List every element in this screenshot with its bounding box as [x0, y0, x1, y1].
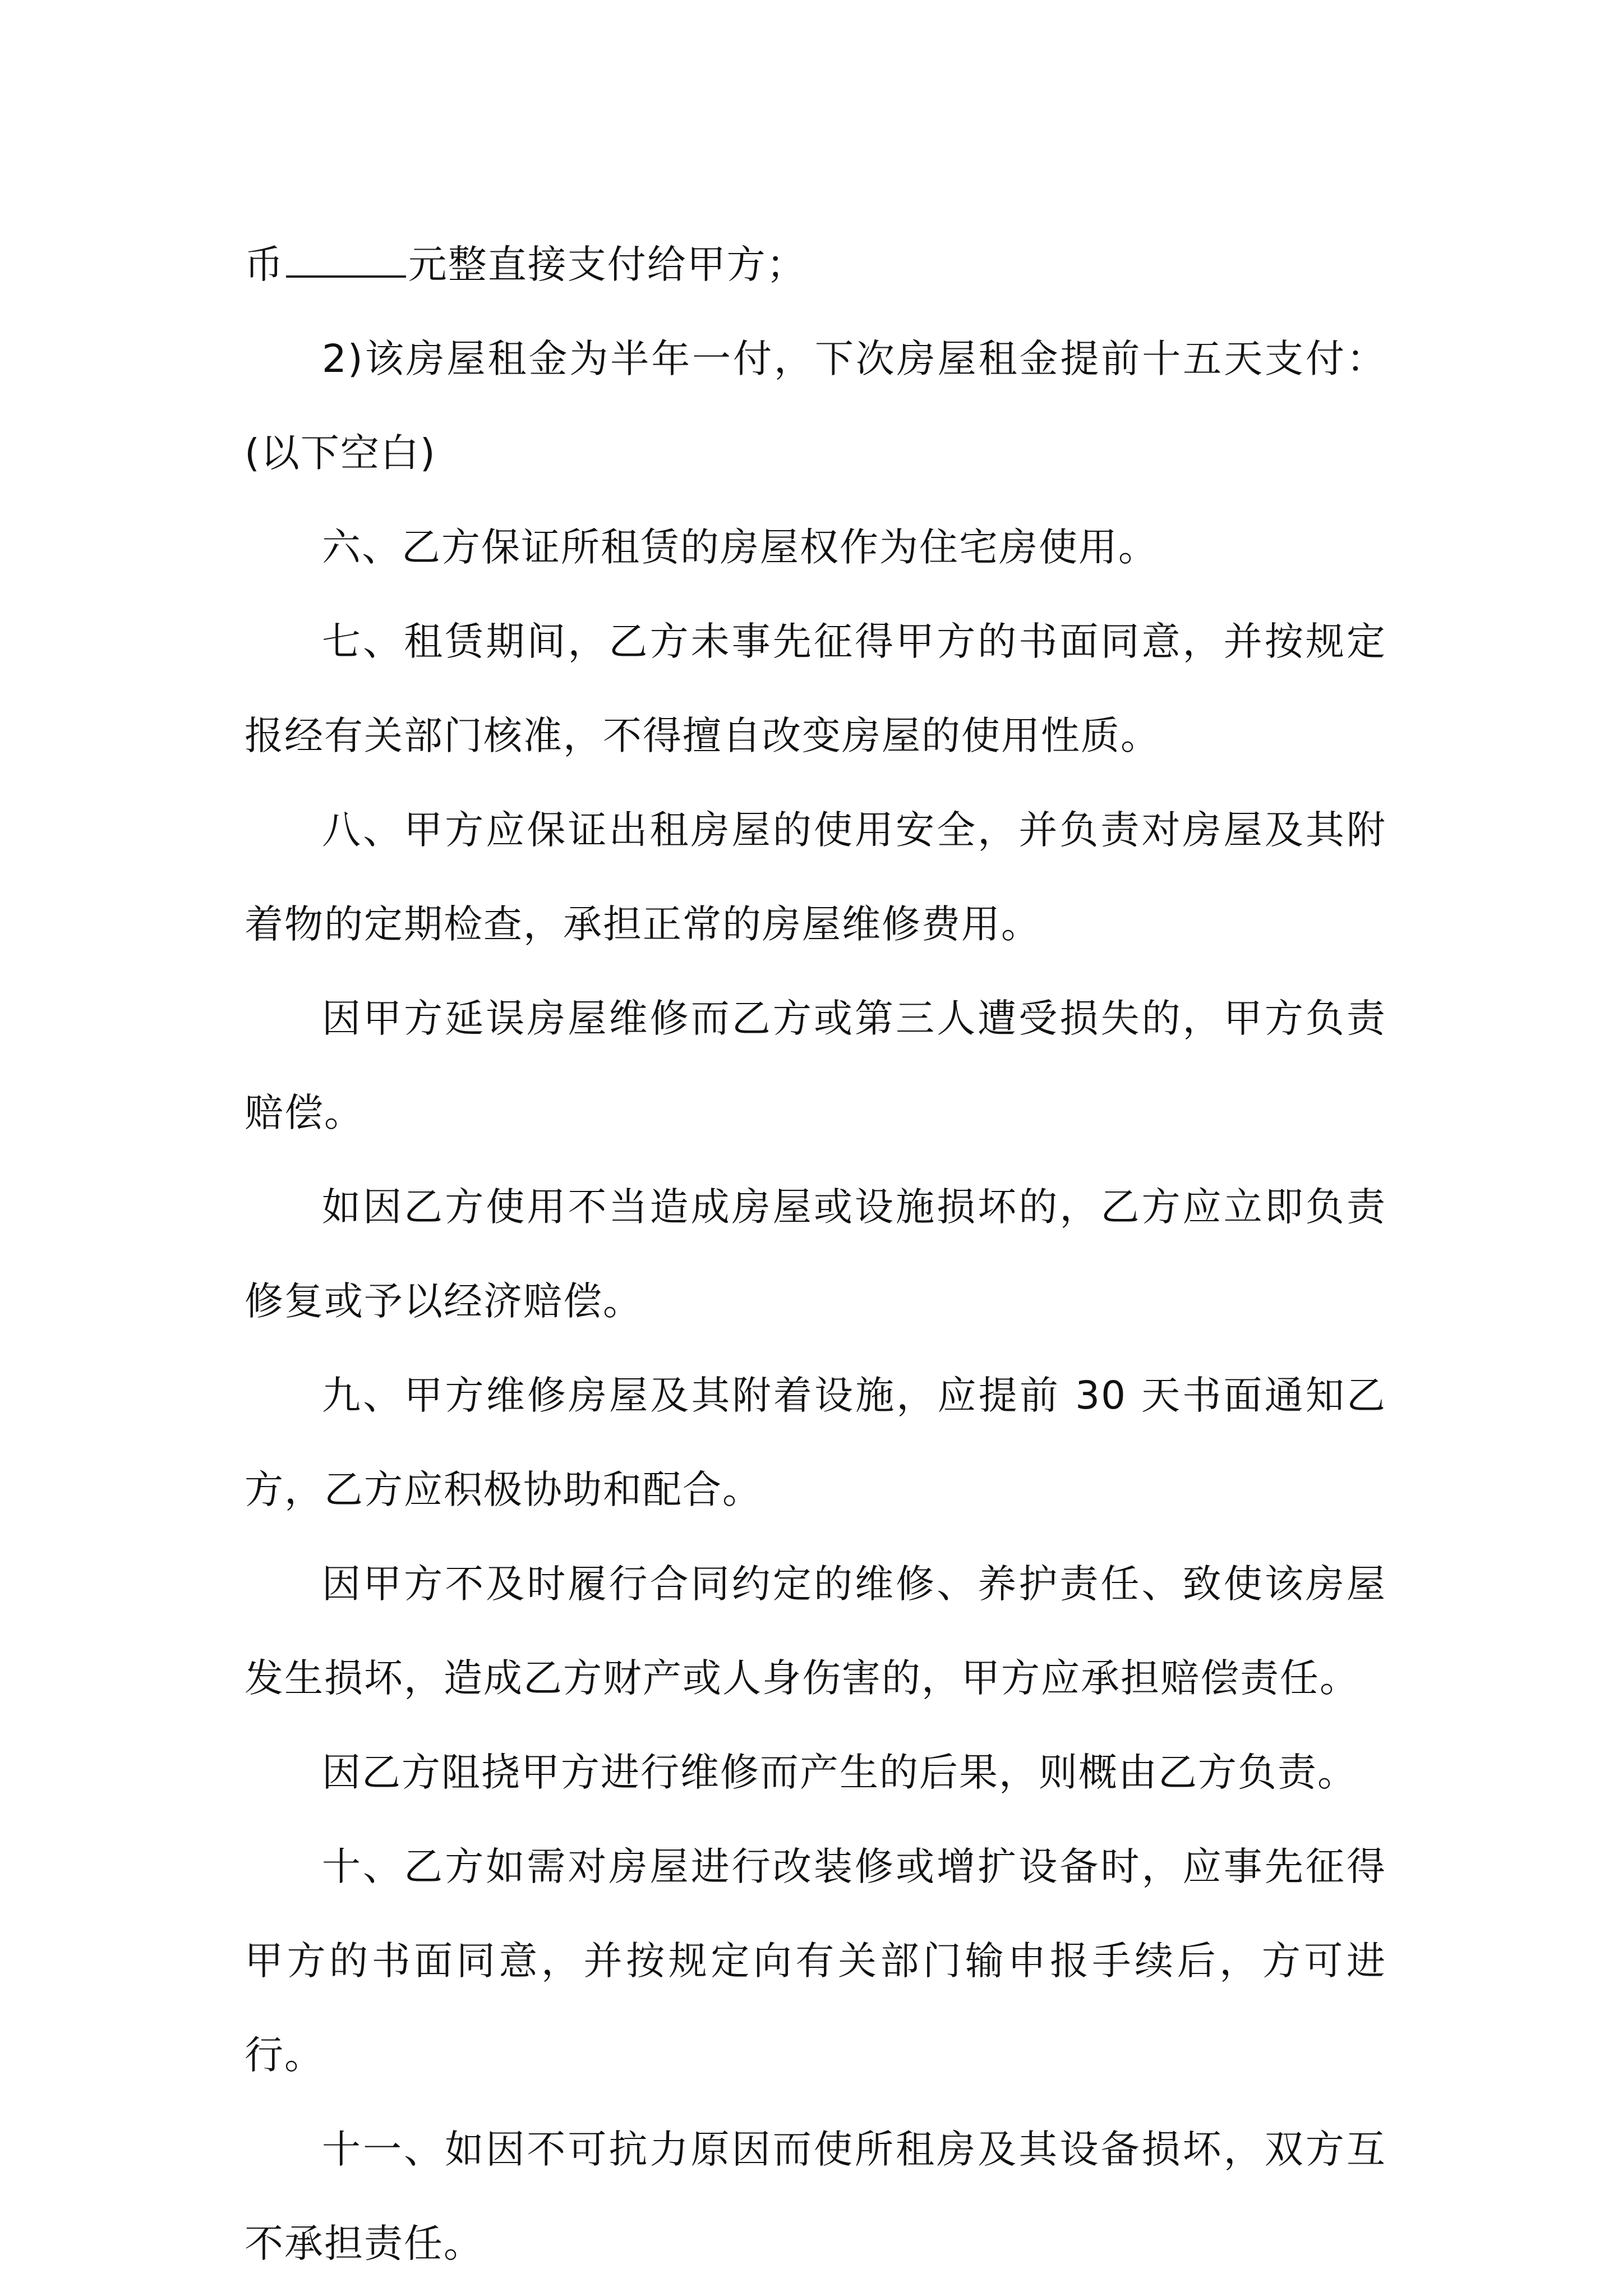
- paragraph-payment-amount: [245, 218, 1386, 312]
- clause-8-para-2: 因甲方延误房屋维修而乙方或第三人遭受损失的，甲方负责赔偿。: [245, 996, 1386, 1135]
- clause-7: 七、租赁期间，乙方未事先征得甲方的书面同意，并按规定报经有关部门核准，不得擅自改变房屋的使用性质。: [245, 619, 1386, 758]
- paragraph-text: 元整直接支付给甲方；: [408, 242, 806, 287]
- clause-9: 九、甲方维修房屋及其附着设施，应提前 30 天书面通知乙方，乙方应积极协助和配合。: [245, 1373, 1386, 1512]
- clause-8: 八、甲方应保证出租房屋的使用安全，并负责对房屋及其附着物的定期检查，承担正常的房屋维修费用。: [245, 808, 1386, 947]
- amount-blank-line: [286, 237, 406, 278]
- clause-6: 六、乙方保证所租赁的房屋权作为住宅房使用。: [322, 525, 1158, 570]
- paragraph-text: 币: [245, 242, 284, 287]
- clause-10: 十、乙方如需对房屋进行改装修或增扩设备时，应事先征得甲方的书面同意，并按规定向有关部门输申报手续后，方可进行。: [245, 1844, 1386, 2078]
- paragraph-payment-schedule: 2)该房屋租金为半年一付，下次房屋租金提前十五天支付：(以下空白): [245, 337, 1386, 476]
- clause-11: 十一、如因不可抗力原因而使所租房及其设备损坏，双方互不承担责任。: [245, 2127, 1386, 2266]
- document-body: [245, 218, 1386, 2291]
- clause-8-para-3: 如因乙方使用不当造成房屋或设施损坏的，乙方应立即负责修复或予以经济赔偿。: [245, 1185, 1386, 1324]
- clause-9-para-3: 因乙方阻挠甲方进行维修而产生的后果，则概由乙方负责。: [322, 1750, 1357, 1795]
- clause-9-para-2: 因甲方不及时履行合同约定的维修、养护责任、致使该房屋发生损坏，造成乙方财产或人身伤害的，甲方应承担赔偿责任。: [245, 1562, 1386, 1701]
